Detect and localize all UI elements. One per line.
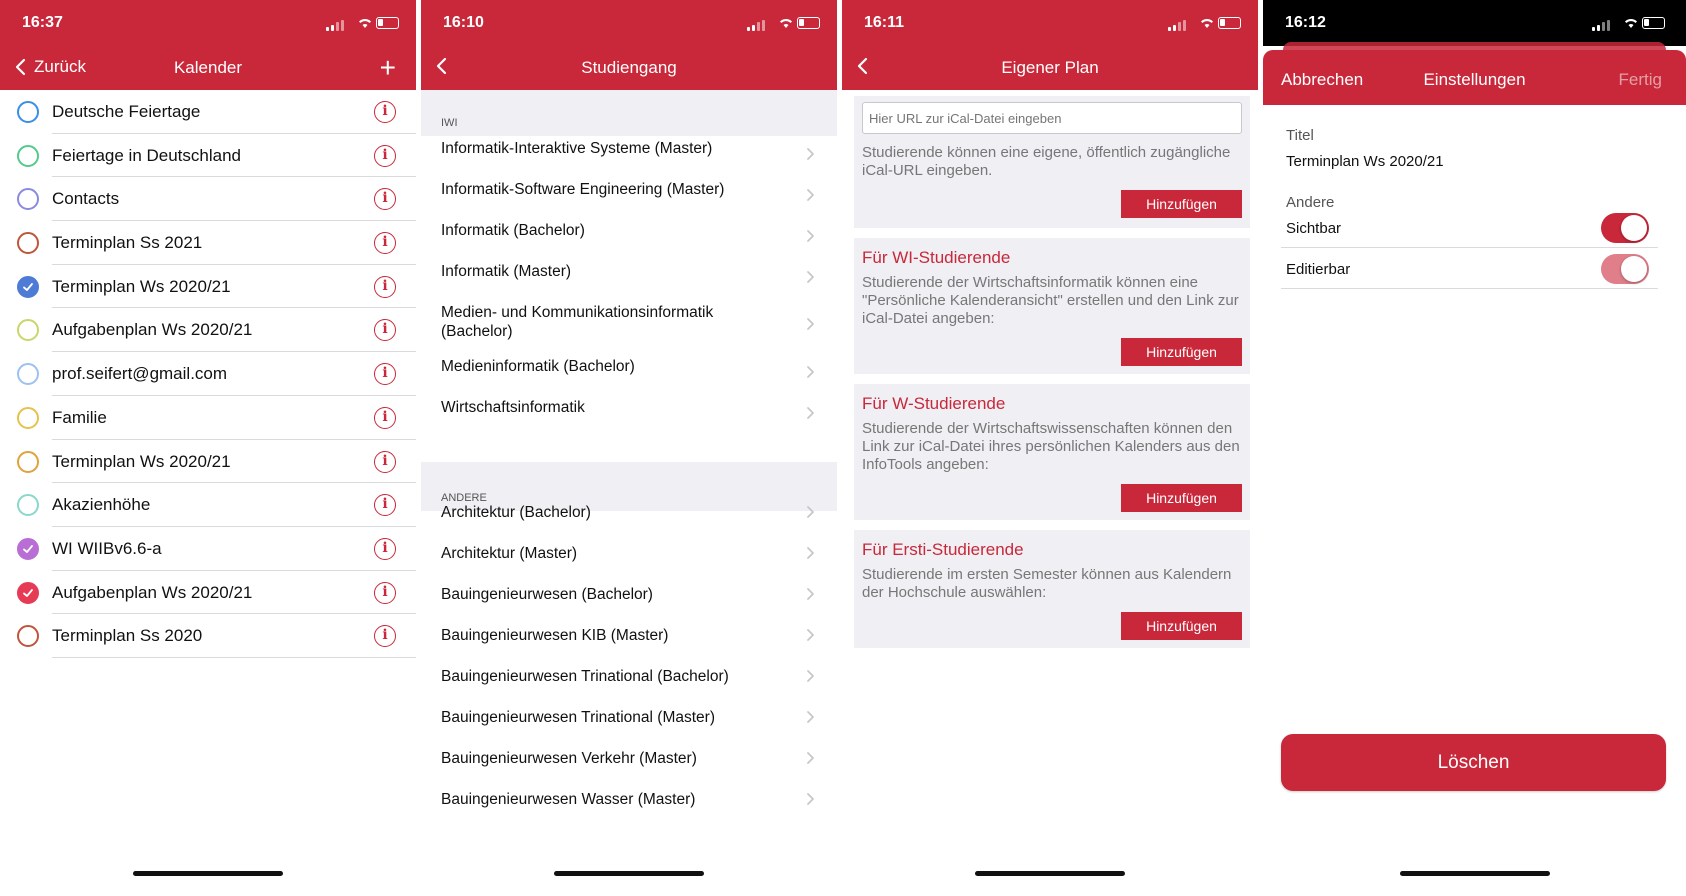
course-label: Wirtschaftsinformatik bbox=[441, 399, 585, 416]
info-icon[interactable]: i bbox=[374, 145, 396, 167]
course-row[interactable] bbox=[421, 259, 837, 300]
editable-label: Editierbar bbox=[1286, 261, 1351, 278]
status-time: 16:37 bbox=[22, 14, 63, 31]
info-icon[interactable]: i bbox=[374, 363, 396, 385]
course-row[interactable] bbox=[421, 395, 837, 436]
calendar-color-circle[interactable] bbox=[17, 625, 39, 647]
done-button[interactable]: Fertig bbox=[1618, 70, 1662, 89]
calendar-color-circle[interactable] bbox=[17, 363, 39, 385]
course-label: Bauingenieurwesen KIB (Master) bbox=[441, 627, 669, 644]
calendar-color-circle[interactable] bbox=[17, 145, 39, 167]
course-label: Informatik (Bachelor) bbox=[441, 222, 585, 239]
title-label: Titel bbox=[1286, 127, 1314, 144]
course-label: Bauingenieurwesen Trinational (Master) bbox=[441, 709, 715, 726]
url-description: Studierende können eine eigene, öffentlich zugängliche iCal-URL eingeben. bbox=[862, 144, 1231, 179]
toggle-knob bbox=[1621, 256, 1647, 282]
info-icon[interactable]: i bbox=[374, 407, 396, 429]
cancel-button[interactable]: Abbrechen bbox=[1281, 70, 1364, 89]
course-label: Medien- und Kommunikationsinformatik (Bachelor) bbox=[441, 304, 714, 340]
home-indicator bbox=[1400, 871, 1550, 876]
calendar-label: Terminplan Ss 2020 bbox=[52, 626, 203, 646]
chevron-right-icon bbox=[806, 792, 815, 806]
calendar-label: Terminplan Ws 2020/21 bbox=[52, 276, 231, 296]
calendar-row[interactable] bbox=[0, 308, 416, 352]
section-header-andere: ANDERE bbox=[421, 462, 837, 511]
calendar-color-circle[interactable] bbox=[17, 319, 39, 341]
calendar-row[interactable] bbox=[0, 134, 416, 178]
home-indicator bbox=[554, 871, 704, 876]
nav-bar bbox=[1263, 50, 1686, 105]
chevron-right-icon bbox=[806, 628, 815, 642]
divider bbox=[1281, 247, 1658, 248]
add-wi-button[interactable]: Hinzufügen bbox=[1121, 338, 1242, 366]
calendar-color-circle[interactable] bbox=[17, 407, 39, 429]
calendar-label: Feiertage in Deutschland bbox=[52, 145, 242, 165]
info-icon[interactable]: i bbox=[374, 451, 396, 473]
info-icon[interactable]: i bbox=[374, 625, 396, 647]
info-icon[interactable]: i bbox=[374, 494, 396, 516]
wi-card-title: Für WI-Studierende bbox=[862, 248, 1011, 267]
add-url-button[interactable]: Hinzufügen bbox=[1121, 190, 1242, 218]
checkmark-icon bbox=[22, 587, 34, 599]
calendar-screen bbox=[0, 0, 416, 896]
calendar-label: Terminplan Ws 2020/21 bbox=[52, 451, 231, 471]
page-title: Eigener Plan bbox=[1001, 58, 1099, 77]
wifi-icon bbox=[1624, 17, 1638, 29]
calendar-label: prof.seifert@gmail.com bbox=[52, 364, 228, 384]
nav-bar bbox=[421, 46, 837, 90]
calendar-row[interactable] bbox=[0, 571, 416, 615]
course-label: Bauingenieurwesen Trinational (Bachelor) bbox=[441, 668, 729, 685]
back-label: Zurück bbox=[34, 57, 86, 76]
title-value[interactable]: Terminplan Ws 2020/21 bbox=[1286, 153, 1444, 170]
calendar-checked-circle[interactable] bbox=[17, 276, 39, 298]
checkmark-icon bbox=[22, 543, 34, 555]
calendar-row[interactable] bbox=[0, 483, 416, 527]
url-input[interactable] bbox=[862, 102, 1242, 134]
battery-icon bbox=[797, 17, 820, 29]
calendar-label: Familie bbox=[52, 407, 107, 427]
editable-toggle[interactable] bbox=[1601, 254, 1649, 284]
section-header-iwi: IWI bbox=[421, 90, 837, 136]
add-ersti-button[interactable]: Hinzufügen bbox=[1121, 612, 1242, 640]
calendar-row[interactable] bbox=[0, 527, 416, 571]
calendar-label: Deutsche Feiertage bbox=[52, 102, 201, 121]
course-label: Informatik-Interaktive Systeme (Master) bbox=[441, 140, 713, 157]
course-label: Informatik-Software Engineering (Master) bbox=[441, 181, 725, 198]
page-title: Studiengang bbox=[581, 58, 677, 77]
calendar-color-circle[interactable] bbox=[17, 232, 39, 254]
chevron-right-icon bbox=[806, 270, 815, 284]
chevron-right-icon bbox=[806, 546, 815, 560]
page-title: Einstellungen bbox=[1423, 70, 1526, 89]
status-icons bbox=[1592, 17, 1662, 31]
chevron-right-icon bbox=[806, 710, 815, 724]
chevron-right-icon bbox=[806, 365, 815, 379]
calendar-row[interactable] bbox=[0, 265, 416, 309]
chevron-right-icon bbox=[806, 317, 815, 331]
chevron-right-icon bbox=[806, 587, 815, 601]
calendar-label: WI WIIBv6.6-a bbox=[52, 538, 162, 558]
page-title: Kalender bbox=[173, 58, 243, 77]
status-time: 16:10 bbox=[443, 14, 484, 31]
status-bar bbox=[421, 0, 837, 46]
ersti-card-text: Studierende im ersten Semester können aus Kalendern der Hochschule auswählen: bbox=[862, 566, 1232, 601]
calendar-list bbox=[0, 90, 416, 658]
chevron-right-icon bbox=[806, 147, 815, 161]
calendar-color-circle[interactable] bbox=[17, 494, 39, 516]
chevron-right-icon bbox=[806, 229, 815, 243]
divider bbox=[1281, 288, 1658, 289]
course-screen bbox=[421, 0, 837, 896]
calendar-row[interactable] bbox=[0, 221, 416, 265]
battery-icon bbox=[376, 17, 399, 29]
status-time: 16:12 bbox=[1285, 14, 1326, 31]
chevron-right-icon bbox=[806, 505, 815, 519]
course-label: Bauingenieurwesen (Bachelor) bbox=[441, 586, 653, 603]
calendar-row[interactable] bbox=[0, 396, 416, 440]
calendar-label: Akazienhöhe bbox=[52, 495, 151, 515]
calendar-label: Aufgabenplan Ws 2020/21 bbox=[52, 320, 253, 340]
home-indicator bbox=[133, 871, 283, 876]
nav-bar bbox=[842, 46, 1258, 90]
calendar-row[interactable] bbox=[0, 614, 416, 658]
status-icons bbox=[747, 17, 817, 31]
calendar-color-circle[interactable] bbox=[17, 451, 39, 473]
status-bar bbox=[0, 0, 416, 46]
wifi-icon bbox=[1200, 17, 1214, 29]
ersti-card-title: Für Ersti-Studierende bbox=[862, 540, 1024, 559]
calendar-row[interactable] bbox=[0, 440, 416, 484]
row-divider bbox=[52, 657, 416, 658]
ersti-card bbox=[854, 530, 1250, 648]
wi-card bbox=[854, 238, 1250, 374]
info-icon[interactable]: i bbox=[374, 101, 396, 123]
status-bar bbox=[842, 0, 1258, 46]
home-indicator bbox=[975, 871, 1125, 876]
status-icons bbox=[326, 17, 396, 31]
calendar-label: Contacts bbox=[52, 189, 120, 209]
info-icon[interactable]: i bbox=[374, 276, 396, 298]
own-plan-screen bbox=[842, 0, 1258, 896]
status-icons bbox=[1168, 17, 1238, 31]
info-icon[interactable]: i bbox=[374, 188, 396, 210]
wifi-icon bbox=[779, 17, 793, 29]
calendar-color-circle[interactable] bbox=[17, 101, 39, 123]
calendar-label: Aufgabenplan Ws 2020/21 bbox=[52, 582, 253, 602]
calendar-label: Terminplan Ss 2021 bbox=[52, 233, 203, 253]
wi-card-text: Studierende der Wirtschaftsinformatik können eine "Persönliche Kalenderansicht" erstellen und den Link zur iCal-Datei angeben: bbox=[862, 274, 1239, 327]
chevron-right-icon bbox=[806, 669, 815, 683]
course-label: Bauingenieurwesen Verkehr (Master) bbox=[441, 750, 697, 767]
plus-icon[interactable]: + bbox=[379, 52, 396, 83]
calendar-checked-circle[interactable] bbox=[17, 582, 39, 604]
info-icon[interactable]: i bbox=[374, 582, 396, 604]
status-time: 16:11 bbox=[864, 14, 905, 31]
info-icon[interactable]: i bbox=[374, 232, 396, 254]
w-card-title: Für W-Studierende bbox=[862, 394, 1006, 413]
add-w-button[interactable]: Hinzufügen bbox=[1121, 484, 1242, 512]
url-card bbox=[854, 96, 1250, 228]
info-icon[interactable]: i bbox=[374, 538, 396, 560]
calendar-row[interactable] bbox=[0, 177, 416, 221]
course-label: Architektur (Master) bbox=[441, 545, 578, 562]
visible-toggle[interactable] bbox=[1601, 213, 1649, 243]
wifi-icon bbox=[358, 17, 372, 29]
course-label: Bauingenieurwesen Wasser (Master) bbox=[441, 791, 696, 808]
battery-icon bbox=[1218, 17, 1241, 29]
course-row[interactable] bbox=[421, 791, 837, 839]
course-row[interactable] bbox=[421, 218, 837, 259]
status-bar bbox=[1263, 0, 1686, 46]
other-label: Andere bbox=[1286, 194, 1335, 211]
course-label: Informatik (Master) bbox=[441, 263, 572, 280]
w-card-text: Studierende der Wirtschaftswissenschaften können den Link zur iCal-Datei ihres persönlichen Kalenders aus den InfoTools angeben: bbox=[862, 420, 1240, 473]
course-row[interactable] bbox=[421, 136, 837, 177]
course-row[interactable] bbox=[421, 354, 837, 395]
checkmark-icon bbox=[22, 281, 34, 293]
settings-screen bbox=[1263, 0, 1686, 896]
w-card bbox=[854, 384, 1250, 520]
course-row[interactable] bbox=[421, 177, 837, 218]
chevron-right-icon bbox=[806, 751, 815, 765]
course-row[interactable] bbox=[421, 300, 837, 354]
calendar-color-circle[interactable] bbox=[17, 188, 39, 210]
chevron-right-icon bbox=[806, 406, 815, 420]
nav-bar bbox=[0, 46, 416, 90]
calendar-row[interactable] bbox=[0, 90, 416, 134]
battery-icon bbox=[1642, 17, 1665, 29]
course-label: Architektur (Bachelor) bbox=[441, 504, 591, 521]
calendar-checked-circle[interactable] bbox=[17, 538, 39, 560]
chevron-right-icon bbox=[806, 188, 815, 202]
delete-button[interactable]: Löschen bbox=[1281, 734, 1666, 791]
info-icon[interactable]: i bbox=[374, 319, 396, 341]
course-label: Medieninformatik (Bachelor) bbox=[441, 358, 635, 375]
toggle-knob bbox=[1621, 215, 1647, 241]
visible-label: Sichtbar bbox=[1286, 220, 1342, 237]
calendar-row[interactable] bbox=[0, 352, 416, 396]
